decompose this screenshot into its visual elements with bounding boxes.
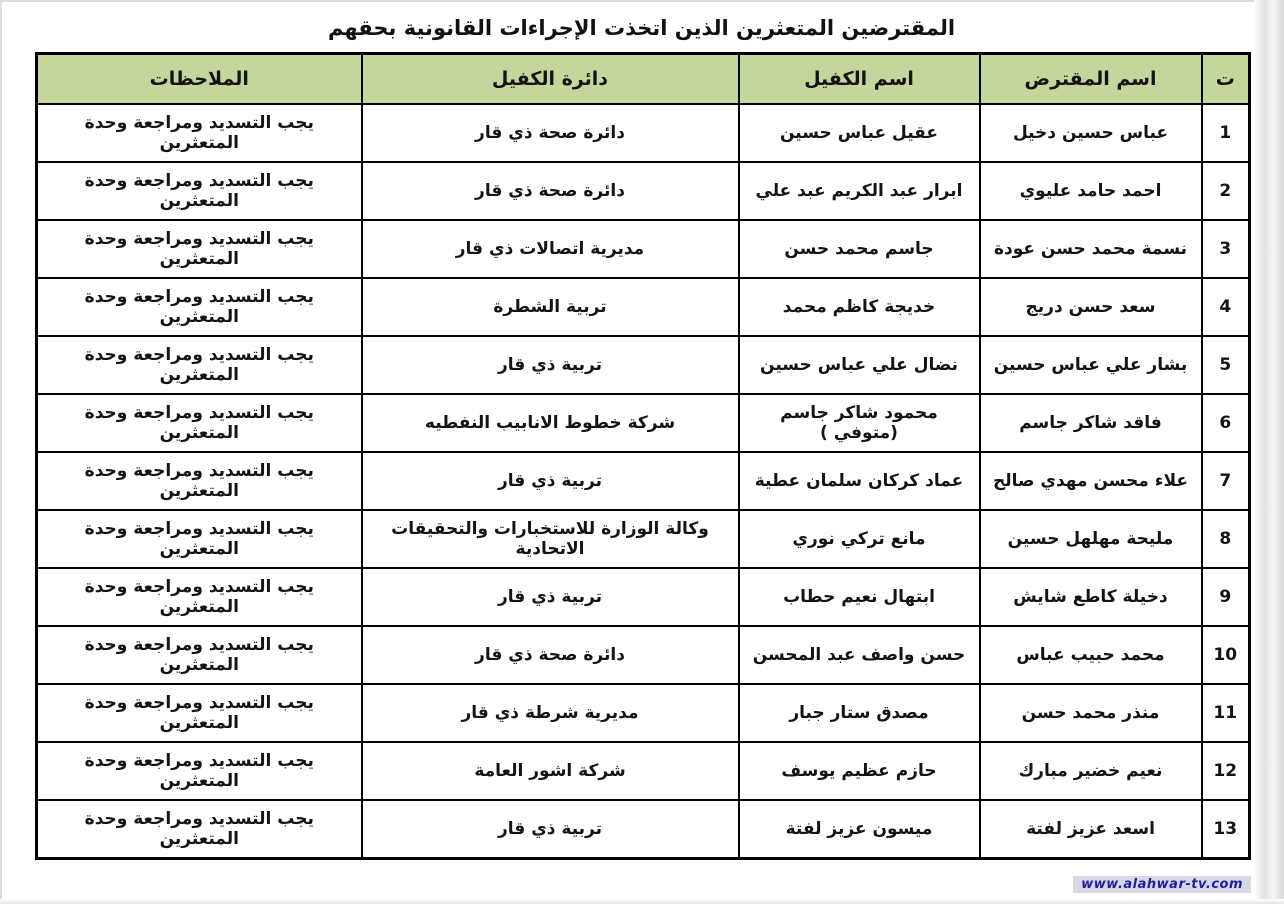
cell-guarantor: مانع تركي نوري bbox=[739, 510, 980, 568]
cell-borrower: علاء محسن مهدي صالح bbox=[980, 452, 1202, 510]
cell-guarantor: خديجة كاظم محمد bbox=[739, 278, 980, 336]
cell-notes: يجب التسديد ومراجعة وحدة المتعثرين bbox=[37, 452, 362, 510]
cell-guarantor: عماد كركان سلمان عطية bbox=[739, 452, 980, 510]
cell-notes: يجب التسديد ومراجعة وحدة المتعثرين bbox=[37, 104, 362, 162]
header-cell-borrower: اسم المقترض bbox=[980, 54, 1202, 105]
table-row bbox=[37, 394, 1250, 452]
table-row bbox=[37, 626, 1250, 684]
table-row bbox=[37, 568, 1250, 626]
cell-department: تربية الشطرة bbox=[362, 278, 739, 336]
cell-no: 9 bbox=[1202, 568, 1250, 626]
cell-no: 2 bbox=[1202, 162, 1250, 220]
table-row bbox=[37, 684, 1250, 742]
table-row bbox=[37, 162, 1250, 220]
cell-borrower: احمد حامد عليوي bbox=[980, 162, 1202, 220]
table-row bbox=[37, 104, 1250, 162]
cell-notes: يجب التسديد ومراجعة وحدة المتعثرين bbox=[37, 336, 362, 394]
cell-no: 11 bbox=[1202, 684, 1250, 742]
cell-guarantor: محمود شاكر جاسم (متوفي ) bbox=[739, 394, 980, 452]
header-cell-department: دائرة الكفيل bbox=[362, 54, 739, 105]
watermark: www.alahwar-tv.com bbox=[1073, 876, 1251, 893]
cell-notes: يجب التسديد ومراجعة وحدة المتعثرين bbox=[37, 626, 362, 684]
cell-guarantor: حازم عظيم يوسف bbox=[739, 742, 980, 800]
cell-no: 4 bbox=[1202, 278, 1250, 336]
cell-no: 7 bbox=[1202, 452, 1250, 510]
cell-department: وكالة الوزارة للاستخبارات والتحقيقات الاتحادية bbox=[362, 510, 739, 568]
cell-notes: يجب التسديد ومراجعة وحدة المتعثرين bbox=[37, 800, 362, 859]
cell-borrower: نعيم خضير مبارك bbox=[980, 742, 1202, 800]
table-row bbox=[37, 510, 1250, 568]
cell-department: تربية ذي قار bbox=[362, 568, 739, 626]
cell-department: شركة خطوط الانابيب النفطيه bbox=[362, 394, 739, 452]
table-row bbox=[37, 220, 1250, 278]
cell-department: تربية ذي قار bbox=[362, 336, 739, 394]
cell-borrower: منذر محمد حسن bbox=[980, 684, 1202, 742]
cell-borrower: دخيلة كاطع شايش bbox=[980, 568, 1202, 626]
table-row bbox=[37, 800, 1250, 859]
cell-notes: يجب التسديد ومراجعة وحدة المتعثرين bbox=[37, 394, 362, 452]
cell-notes: يجب التسديد ومراجعة وحدة المتعثرين bbox=[37, 162, 362, 220]
cell-no: 1 bbox=[1202, 104, 1250, 162]
cell-borrower: عباس حسين دخيل bbox=[980, 104, 1202, 162]
cell-borrower: سعد حسن دريج bbox=[980, 278, 1202, 336]
page-edge-right bbox=[1254, 0, 1284, 904]
table-row bbox=[37, 336, 1250, 394]
table-row bbox=[37, 278, 1250, 336]
cell-borrower: نسمة محمد حسن عودة bbox=[980, 220, 1202, 278]
cell-notes: يجب التسديد ومراجعة وحدة المتعثرين bbox=[37, 684, 362, 742]
table-row bbox=[37, 452, 1250, 510]
cell-notes: يجب التسديد ومراجعة وحدة المتعثرين bbox=[37, 510, 362, 568]
cell-no: 12 bbox=[1202, 742, 1250, 800]
cell-no: 6 bbox=[1202, 394, 1250, 452]
borrowers-table bbox=[35, 52, 1251, 860]
cell-borrower: مليحة مهلهل حسين bbox=[980, 510, 1202, 568]
cell-notes: يجب التسديد ومراجعة وحدة المتعثرين bbox=[37, 742, 362, 800]
cell-department: تربية ذي قار bbox=[362, 800, 739, 859]
cell-no: 13 bbox=[1202, 800, 1250, 859]
cell-borrower: اسعد عزيز لفتة bbox=[980, 800, 1202, 859]
cell-no: 8 bbox=[1202, 510, 1250, 568]
cell-guarantor: ابرار عبد الكريم عبد علي bbox=[739, 162, 980, 220]
page-edge-bottom bbox=[0, 899, 1284, 904]
cell-department: دائرة صحة ذي قار bbox=[362, 104, 739, 162]
cell-department: دائرة صحة ذي قار bbox=[362, 162, 739, 220]
cell-department: دائرة صحة ذي قار bbox=[362, 626, 739, 684]
cell-borrower: محمد حبيب عباس bbox=[980, 626, 1202, 684]
cell-no: 5 bbox=[1202, 336, 1250, 394]
header-row bbox=[37, 54, 1250, 105]
cell-notes: يجب التسديد ومراجعة وحدة المتعثرين bbox=[37, 568, 362, 626]
cell-guarantor: حسن واصف عبد المحسن bbox=[739, 626, 980, 684]
cell-borrower: بشار علي عباس حسين bbox=[980, 336, 1202, 394]
cell-guarantor: عقيل عباس حسين bbox=[739, 104, 980, 162]
cell-department: مديرية شرطة ذي قار bbox=[362, 684, 739, 742]
cell-no: 10 bbox=[1202, 626, 1250, 684]
cell-department: تربية ذي قار bbox=[362, 452, 739, 510]
cell-department: مديرية اتصالات ذي قار bbox=[362, 220, 739, 278]
cell-guarantor: ابتهال نعيم حطاب bbox=[739, 568, 980, 626]
cell-department: شركة اشور العامة bbox=[362, 742, 739, 800]
table-body bbox=[37, 104, 1250, 859]
cell-guarantor: جاسم محمد حسن bbox=[739, 220, 980, 278]
header-cell-guarantor: اسم الكفيل bbox=[739, 54, 980, 105]
cell-guarantor: نضال علي عباس حسين bbox=[739, 336, 980, 394]
cell-borrower: فاقد شاكر جاسم bbox=[980, 394, 1202, 452]
cell-guarantor: ميسون عزيز لفتة bbox=[739, 800, 980, 859]
header-cell-no: ت bbox=[1202, 54, 1250, 105]
table-row bbox=[37, 742, 1250, 800]
cell-notes: يجب التسديد ومراجعة وحدة المتعثرين bbox=[37, 220, 362, 278]
cell-notes: يجب التسديد ومراجعة وحدة المتعثرين bbox=[37, 278, 362, 336]
cell-no: 3 bbox=[1202, 220, 1250, 278]
header-cell-notes: الملاحظات bbox=[37, 54, 362, 105]
cell-guarantor: مصدق ستار جبار bbox=[739, 684, 980, 742]
page-title: المقترضين المتعثرين الذين اتخذت الإجراءات القانونية بحقهم bbox=[327, 16, 956, 40]
